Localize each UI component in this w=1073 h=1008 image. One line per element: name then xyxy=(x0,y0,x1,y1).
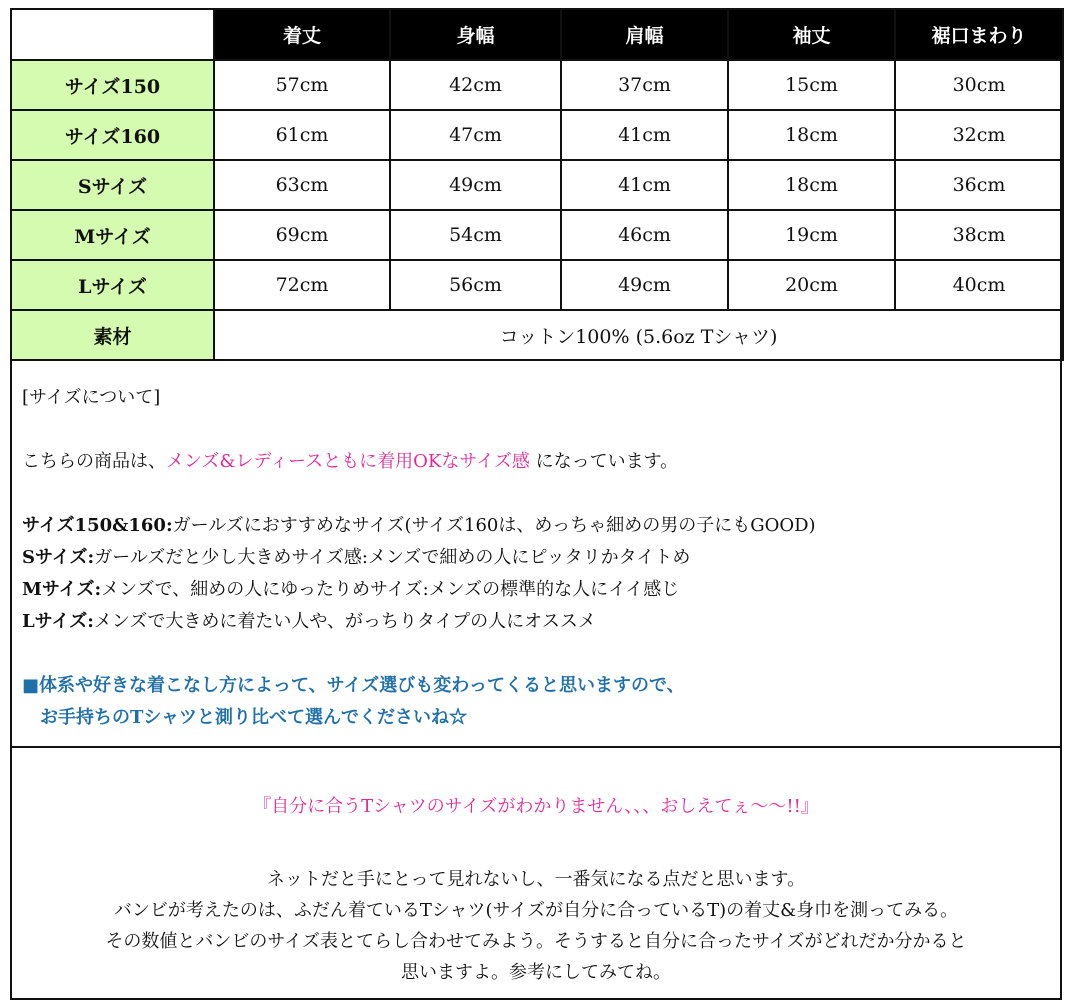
header-cell: 肩幅 xyxy=(561,9,728,60)
size-guide-text: メンズで大きめに着たい人や、がっちりタイプの人にオススメ xyxy=(93,611,596,632)
material-label: 素材 xyxy=(11,310,214,360)
size-guide-label: Lサイズ: xyxy=(22,611,94,632)
guide-body xyxy=(12,864,1060,988)
guide-line: バンビが考えたのは、ふだん着ているTシャツ(サイズが自分に合っているT)の着丈&身巾を測ってみる。 xyxy=(113,900,959,921)
size-info-section xyxy=(12,372,1060,748)
guide-line: 思いますよ。参考にしてみてね。 xyxy=(401,962,671,983)
size-guide-line xyxy=(22,606,1050,638)
header-cell: 袖丈 xyxy=(728,9,895,60)
size-guide-label: サイズ150&160: xyxy=(22,515,173,536)
row-label: Mサイズ xyxy=(11,210,214,260)
size-guide-line xyxy=(22,574,1050,606)
table-row xyxy=(11,160,1063,210)
size-guide-text: ガールズだと少し大きめサイズ感:メンズで細めの人にピッタリかタイトめ xyxy=(94,547,691,568)
table-cell: 61cm xyxy=(214,110,390,160)
table-cell: 38cm xyxy=(895,210,1063,260)
size-guide-label: Sサイズ: xyxy=(22,547,95,568)
table-cell: 49cm xyxy=(390,160,561,210)
intro-text xyxy=(22,446,1050,478)
intro-suffix: になっています。 xyxy=(529,451,679,472)
table-cell: 57cm xyxy=(214,60,390,110)
table-cell: 41cm xyxy=(561,110,728,160)
table-cell: 41cm xyxy=(561,160,728,210)
table-cell: 63cm xyxy=(214,160,390,210)
header-cell: 着丈 xyxy=(214,9,390,60)
table-cell: 56cm xyxy=(390,260,561,310)
table-cell: 40cm xyxy=(895,260,1063,310)
table-cell: 18cm xyxy=(728,160,895,210)
table-cell: 19cm xyxy=(728,210,895,260)
size-guide-text: メンズで、細めの人にゆったりめサイズ:メンズの標準的な人にイイ感じ xyxy=(101,579,680,600)
table-cell: 37cm xyxy=(561,60,728,110)
guide-question: 『自分に合うTシャツのサイズがわかりません、、、おしえてぇ〜〜!!』 xyxy=(253,796,819,817)
table-row xyxy=(11,60,1063,110)
size-table-header-row xyxy=(11,9,1063,60)
corner-cell xyxy=(11,9,214,60)
guide-line: ネットだと手にとって見れないし、一番気になる点だと思います。 xyxy=(266,869,806,890)
material-value: コットン100% (5.6oz Tシャツ) xyxy=(214,310,1063,360)
table-cell: 20cm xyxy=(728,260,895,310)
table-cell: 49cm xyxy=(561,260,728,310)
row-label: サイズ160 xyxy=(11,110,214,160)
note-line: お手持ちのTシャツと測り比べて選んでくださいね☆ xyxy=(40,707,468,728)
measurement-guide-section xyxy=(12,750,1060,998)
guide-line: その数値とバンビのサイズ表とてらし合わせてみよう。そうすると自分に合ったサイズがどれだか分かると xyxy=(105,931,967,952)
table-cell: 15cm xyxy=(728,60,895,110)
table-cell: 72cm xyxy=(214,260,390,310)
table-cell: 32cm xyxy=(895,110,1063,160)
table-cell: 47cm xyxy=(390,110,561,160)
table-row xyxy=(11,210,1063,260)
size-guide-line xyxy=(22,510,1050,542)
material-row xyxy=(11,310,1063,360)
size-guide-text: ガールズにおすすめなサイズ(サイズ160は、めっちゃ細めの男の子にもGOOD) xyxy=(172,515,816,536)
table-cell: 42cm xyxy=(390,60,561,110)
size-table xyxy=(10,8,1064,361)
row-label: サイズ150 xyxy=(11,60,214,110)
size-guide-label: Mサイズ: xyxy=(22,579,102,600)
table-cell: 46cm xyxy=(561,210,728,260)
row-label: Lサイズ xyxy=(11,260,214,310)
table-row xyxy=(11,110,1063,160)
table-cell: 69cm xyxy=(214,210,390,260)
row-label: Sサイズ xyxy=(11,160,214,210)
table-row xyxy=(11,260,1063,310)
section-heading: [サイズについて] xyxy=(22,387,161,408)
header-cell: 裾口まわり xyxy=(895,9,1063,60)
intro-prefix: こちらの商品は、 xyxy=(22,451,166,472)
size-guide-line xyxy=(22,542,1050,574)
header-cell: 身幅 xyxy=(390,9,561,60)
table-cell: 54cm xyxy=(390,210,561,260)
table-cell: 30cm xyxy=(895,60,1063,110)
intro-highlight: メンズ&レディースともに着用OKなサイズ感 xyxy=(166,451,530,472)
note-line: ■体系や好きな着こなし方によって、サイズ選びも変わってくると思いますので、 xyxy=(22,675,685,696)
table-cell: 36cm xyxy=(895,160,1063,210)
table-cell: 18cm xyxy=(728,110,895,160)
